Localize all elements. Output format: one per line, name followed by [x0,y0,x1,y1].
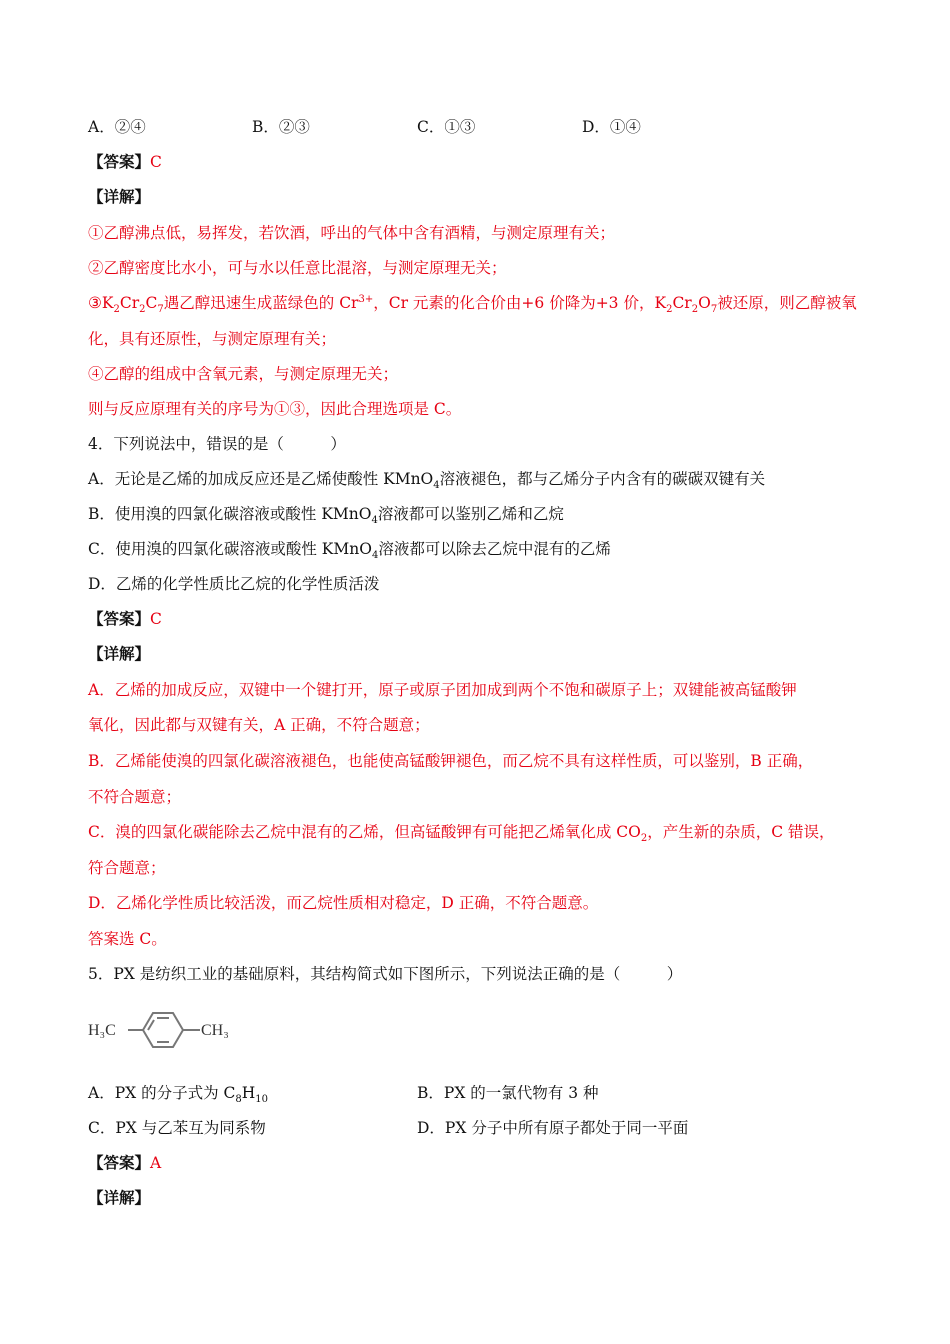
q5-option-d: D．PX 分子中所有原子都处于同一平面 [417,1119,689,1137]
q4-option-d: D．乙烯的化学性质比乙烷的化学性质活泼 [88,575,380,593]
q4-option-a: A．无论是乙烯的加成反应还是乙烯使酸性 KMnO$_4$溶液褪色，都与乙烯分子内含有的碳碳双键有关 [88,470,766,492]
q4-stem: 4．下列说法中，错误的是（ ） [88,435,346,453]
q4-explanation-c: C．溴的四氯化碳能除去乙烷中混有的乙烯，但高锰酸钾有可能把乙烯氧化成 $CO_2$，产生新的杂质，C 错误， [88,823,835,845]
q4-explanation-conclusion: 答案选 C。 [88,930,167,948]
mol-right-label: CH₃ [201,1022,229,1039]
q4-explanation-b-cont: 不符合题意； [88,788,182,806]
q4-explanation-a-cont: 氧化，因此都与双键有关，A 正确，不符合题意； [88,716,430,734]
answer-tag: 【答案】 [88,609,151,628]
q5-answer [88,1153,161,1173]
q4-explanation-c-cont: 符合题意； [88,859,166,877]
answer-value: A [150,1154,162,1172]
q3-explanation-3-cont: 化，具有还原性，与测定原理有关； [88,330,337,348]
q3-option-d: D．①④ [582,118,641,136]
q4-option-b: B．使用溴的四氯化碳溶液或酸性 KMnO$_4$溶液都可以鉴别乙烯和乙烷 [88,505,564,527]
q4-explanation-b: B．乙烯能使溴的四氯化碳溶液褪色，也能使高锰酸钾褪色，而乙烷不具有这样性质，可以鉴别，B 正确， [88,752,814,770]
q3-explanation-4: ④乙醇的组成中含氧元素，与测定原理无关； [88,365,399,383]
q5-stem: 5．PX 是纺织工业的基础原料，其结构简式如下图所示，下列说法正确的是（ ） [88,965,683,983]
answer-value: C [150,610,162,628]
q5-option-b: B．PX 的一氯代物有 3 种 [417,1084,599,1102]
answer-tag: 【答案】 [88,152,151,171]
answer-value: C [150,153,162,171]
q4-detail-tag: 【详解】 [88,644,151,663]
q3-explanation-1: ①乙醇沸点低，易挥发，若饮酒，呼出的气体中含有酒精，与测定原理有关； [88,224,616,242]
q3-answer [88,152,162,172]
q4-answer [88,609,162,629]
q4-explanation-a: A．乙烯的加成反应，双键中一个键打开，原子或原子团加成到两个不饱和碳原子上；双键能被高锰酸钾 [88,681,797,699]
q3-option-a: A．②④ [88,118,146,136]
px-structure-diagram [88,1005,248,1055]
q3-explanation-5: 则与反应原理有关的序号为①③，因此合理选项是 C。 [88,400,462,418]
q5-option-c: C．PX 与乙苯互为同系物 [88,1119,266,1137]
q4-option-c: C．使用溴的四氯化碳溶液或酸性 KMnO$_4$溶液都可以除去乙烷中混有的乙烯 [88,540,611,562]
q3-detail-tag: 【详解】 [88,187,151,206]
q3-option-c: C．①③ [417,118,476,136]
q3-explanation-3: $③K_2Cr_2C_7$遇乙醇迅速生成蓝绿色的 $Cr^{3+}$，Cr 元素的化合价由+6 价降为+3 价，$K_2Cr_2O_7$被还原，则乙醇被氧 [88,293,857,316]
q3-option-b: B．②③ [252,118,310,136]
mol-left-label: H₃C [88,1022,116,1039]
q3-explanation-2: ②乙醇密度比水小，可与水以任意比混溶，与测定原理无关； [88,259,507,277]
answer-tag: 【答案】 [88,1153,151,1172]
q4-explanation-d: D．乙烯化学性质比较活泼，而乙烷性质相对稳定，D 正确，不符合题意。 [88,894,599,912]
q5-option-a: A．PX 的分子式为 $C_8H_{10}$ [88,1084,269,1106]
q5-detail-tag: 【详解】 [88,1188,151,1207]
